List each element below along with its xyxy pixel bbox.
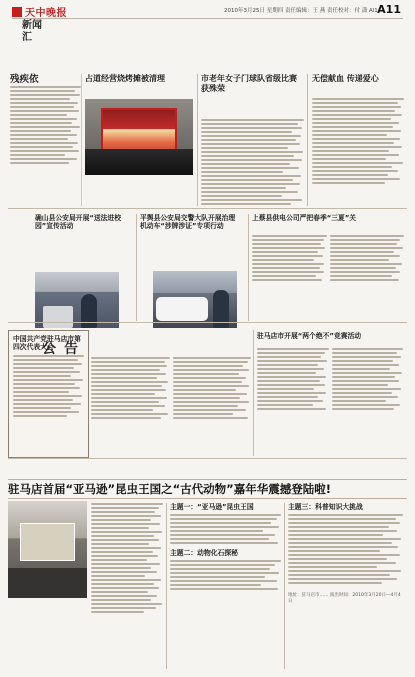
- left-story-body: [10, 86, 81, 164]
- horizontal-rule-1: [8, 208, 407, 209]
- right-announcement: [257, 332, 403, 410]
- notice-box-body: [9, 351, 88, 421]
- bottom-heading-1: 主题一：“亚马逊”昆虫王国: [170, 503, 254, 511]
- section-title-line-2: 汇: [22, 32, 32, 43]
- bottom-story-col-2: [170, 503, 281, 590]
- mid-story-1-headline: 确山县公安局开展“送法进校园”宣传活动: [35, 214, 122, 230]
- section-title: [22, 20, 42, 44]
- left-story-headline: 残疾依: [10, 74, 39, 85]
- event-banner: [8, 479, 407, 499]
- notice-box-headline: 中国共产党驻马店市第四次代表大会: [13, 335, 81, 351]
- photo-police-school: [35, 272, 119, 328]
- bottom-story-col-3: [288, 503, 403, 605]
- horizontal-rule-2: [8, 322, 407, 323]
- dateline: 2010年3月25日 星期四 责任编辑：王 燕 责任校对：付 潇 Al1: [224, 8, 378, 14]
- event-banner-text: 驻马店首届“亚马逊”昆虫王国之“古代动物”嘉年华震撼登陆啦!: [8, 482, 331, 496]
- mid-story-3-body: [252, 235, 404, 281]
- logo-mark-icon: [12, 7, 22, 17]
- newspaper-logo: [12, 4, 67, 19]
- divider-7: [284, 503, 285, 669]
- mid-story-3: [252, 214, 404, 281]
- divider-1: [197, 74, 198, 206]
- mid-story-2-headline: 平舆县公安局交警大队开展治理机动车“涉牌涉证”专项行动: [140, 214, 236, 230]
- divider-6: [166, 503, 167, 669]
- mid-story-3-headline: 上蔡县供电公司严把春季“三夏”关: [252, 214, 357, 222]
- top-story-1: [85, 74, 193, 84]
- announcement-body: [91, 357, 251, 419]
- divider-3: [136, 214, 137, 321]
- photo-exhibition-hall: [8, 501, 87, 598]
- top-story-3-headline: 无偿献血 传递爱心: [312, 74, 379, 83]
- top-story-2-body: [201, 119, 304, 205]
- right-announcement-body: [257, 348, 403, 410]
- photo-police-road: [153, 271, 237, 328]
- mid-story-2: [140, 214, 241, 230]
- divider-2: [307, 74, 308, 206]
- section-title-line-1: 新闻: [22, 20, 42, 31]
- bottom-heading-2: 主题二：动物化石探秘: [170, 549, 238, 557]
- bottom-story-col-1: [91, 503, 163, 613]
- bottom-heading-3: 主题三：科普知识大挑战: [288, 503, 363, 511]
- page-number: A11: [377, 3, 401, 16]
- announcement-title: 公告: [42, 341, 86, 357]
- photo-barbecue-stall: [85, 99, 193, 175]
- top-story-2-headline: 市老年女子门球队省级比赛获殊荣: [201, 74, 297, 93]
- right-announcement-headline: 驻马店市开展“两个绝不”竞赛活动: [257, 332, 362, 340]
- top-story-3: [312, 74, 404, 184]
- mid-story-1: [35, 214, 134, 230]
- horizontal-rule-3: [8, 458, 407, 459]
- logo-text: 天中晚报: [25, 8, 67, 19]
- top-story-1-headline: 占道经营烧烤摊被清理: [85, 74, 165, 83]
- bottom-footer-line: 地址：驻马店市…… 演出时间：2010年3月20日—4月4日: [288, 593, 401, 604]
- top-story-2: [201, 74, 304, 205]
- top-story-3-body: [312, 98, 404, 184]
- left-column: [10, 74, 82, 206]
- divider-4: [248, 214, 249, 321]
- masthead: [12, 4, 403, 19]
- divider-5: [253, 330, 254, 456]
